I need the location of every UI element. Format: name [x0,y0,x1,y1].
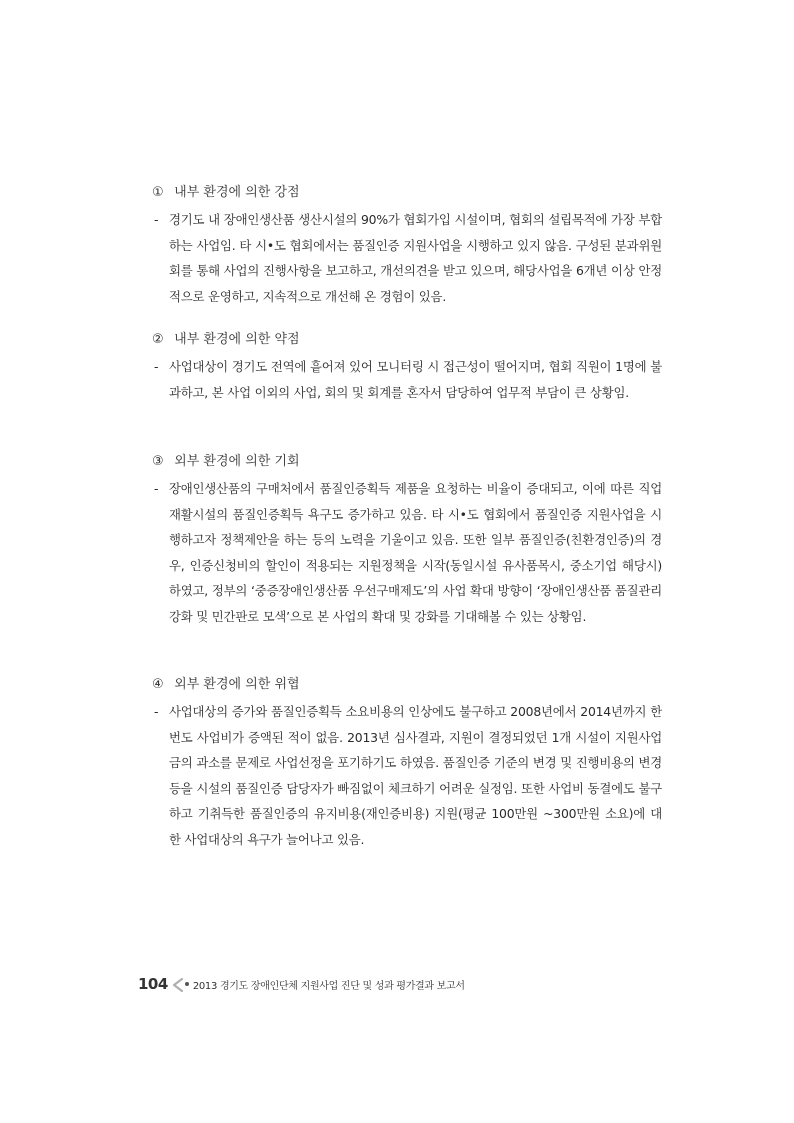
chevron-left-icon [171,977,183,991]
paragraph-text: 장애인생산품의 구매처에서 품질인증획득 제품을 요청하는 비율이 증대되고, 이에 따른 직업재활시설의 품질인증획득 욕구도 증가하고 있음. 타 시•도 협회에서 품질인증 지원사업을 시행하고자 정책제안을 하는 등의 노력을 기울이고 있음. 또한 일부 품질인증(친환경인증)의 경우, 인증신청비의 할인이 적용되는 지원정책을 시작(동일시설 유사품목시, 중소기업 해당시)하였고, 정부의 ‘중증장애인생산품 우선구매제도’의 사업 확대 방향이 ‘장애인생산품 품질관리강화 및 민간판로 모색’으로 본 사업의 확대 및 강화를 기대해볼 수 있는 상황임. [169,481,662,624]
section-paragraph [152,699,662,852]
section-heading [152,454,662,470]
section-title: 내부 환경에 의한 약점 [174,332,300,347]
section-heading [152,185,662,201]
section-paragraph [152,476,662,629]
section-heading [152,332,662,348]
section-heading [152,677,662,693]
paragraph-text: 경기도 내 장애인생산품 생산시설의 90%가 협회가입 시설이며, 협회의 설립목적에 가장 부합하는 사업임. 타 시•도 협회에서는 품질인증 지원사업을 시행하고 있지 않음. 구성된 분과위원회를 통해 사업의 진행사항을 보고하고, 개선의견을 받고 있으며, 해당사업을 6개년 이상 안정적으로 운영하고, 지속적으로 개선해 온 경험이 있음. [169,212,662,304]
section-title: 외부 환경에 의한 기회 [174,454,300,469]
section-number: ④ [152,677,164,692]
bullet-dash: - [154,212,159,227]
section-number: ② [152,332,164,347]
section-paragraph [152,207,662,309]
section-threats [152,677,662,852]
section-title: 내부 환경에 의한 강점 [174,185,300,200]
bullet-dash: - [154,359,159,374]
section-number: ① [152,185,164,200]
section-paragraph [152,354,662,405]
section-title: 외부 환경에 의한 위협 [174,677,300,692]
bullet-dash: - [154,704,159,719]
bullet-dash: - [154,481,159,496]
bullet-dot-icon [185,982,189,986]
section-number: ③ [152,454,164,469]
report-title: 2013 경기도 장애인단체 지원사업 진단 및 성과 평가결과 보고서 [192,980,465,992]
section-weaknesses [152,332,662,405]
page-number: 104 [138,975,168,993]
section-strengths [152,185,662,309]
paragraph-text: 사업대상의 증가와 품질인증획득 소요비용의 인상에도 불구하고 2008년에서 2014년까지 한 번도 사업비가 증액된 적이 없음. 2013년 심사결과, 지원이 결정되었던 1개 시설이 지원사업금의 과소를 문제로 사업선정을 포기하기도 하였음. 품질인증 기준의 변경 및 진행비용의 변경 등을 시설의 품질인증 담당자가 빠짐없이 체크하기 어려운 실정임. 또한 사업비 동결에도 불구하고 기취득한 품질인증의 유지비용(재인증비용) 지원(평균 100만원 ~300만원 소요)에 대한 사업대상의 욕구가 늘어나고 있음. [169,704,662,847]
page-footer [138,974,465,994]
section-opportunities [152,454,662,629]
paragraph-text: 사업대상이 경기도 전역에 흩어져 있어 모니터링 시 접근성이 떨어지며, 협회 직원이 1명에 불과하고, 본 사업 이외의 사업, 회의 및 회계를 혼자서 담당하여 업무적 부담이 큰 상황임. [169,359,662,400]
